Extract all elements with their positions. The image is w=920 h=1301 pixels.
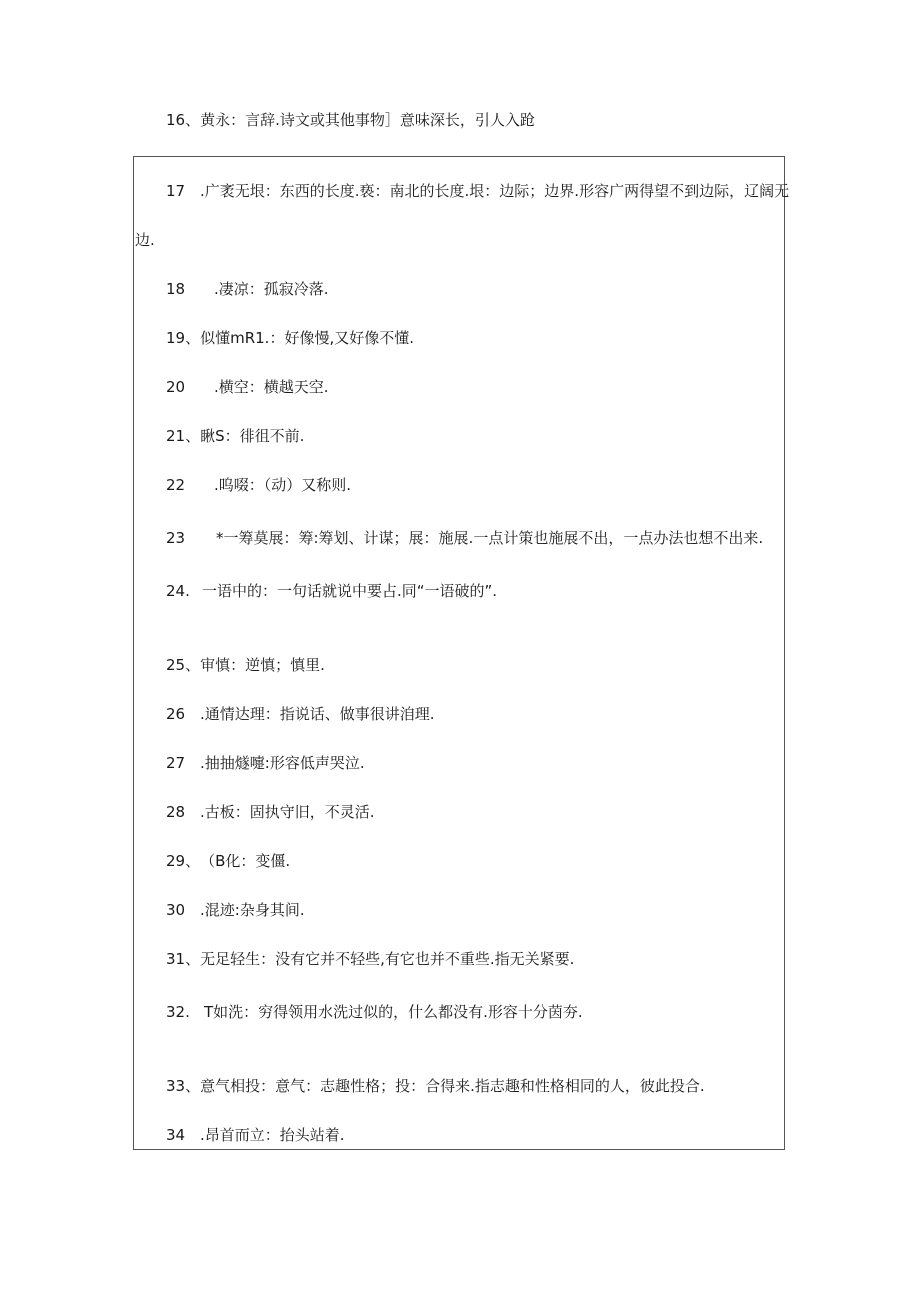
- entry-number: 29、: [166, 852, 201, 870]
- entry-number: 32.: [166, 1003, 190, 1021]
- entry-number: 31、: [166, 950, 201, 968]
- entry-number: 24.: [166, 582, 190, 600]
- entry-text: .呜啜：（动）又称则.: [214, 476, 352, 494]
- entry-text: .混迹:杂身其间.: [200, 901, 305, 919]
- entry-text: （B化：变僵.: [200, 852, 291, 870]
- entry-24: [166, 581, 497, 601]
- entry-text: 黄永：言辞.诗文或其他事物］意味深长，引人入跄: [200, 111, 535, 129]
- entry-19: [166, 328, 414, 348]
- entry-number: 21、: [166, 427, 201, 445]
- entry-text: 瞅S：徘徂不前.: [200, 427, 305, 445]
- entry-text: T如洗：穷得领用水洗过似的，什么都没有.形容十分茵夯.: [204, 1003, 583, 1021]
- entry-text: .凄凉：孤寂冷落.: [214, 280, 329, 298]
- entry-number: 16、: [166, 111, 201, 129]
- entry-text: 审慎：逆慎；慎里.: [200, 656, 325, 674]
- entry-text: 边.: [135, 231, 155, 249]
- entry-text: .广袤无垠：东西的长度.亵：南北的长度.垠：边际；边界.形容广两得望不到边际，辽阔无: [200, 182, 790, 200]
- entry-22: [166, 475, 351, 495]
- entry-30: [166, 900, 305, 920]
- entry-18: [166, 279, 329, 299]
- entry-number: 33、: [166, 1077, 201, 1095]
- entry-number: 17: [166, 182, 186, 200]
- entry-17-continued: [135, 230, 155, 250]
- entry-text: .昂首而立：抬头站着.: [200, 1126, 345, 1144]
- entry-31: [166, 949, 574, 969]
- entry-number: 18: [166, 280, 186, 298]
- entry-number: 27: [166, 754, 186, 772]
- entry-26: [166, 704, 435, 724]
- entry-20: [166, 377, 329, 397]
- entry-21: [166, 426, 304, 446]
- entry-29: [166, 851, 290, 871]
- entry-text: .通情达理：指说话、做事很讲洎理.: [200, 705, 435, 723]
- entry-number: 30: [166, 901, 186, 919]
- entry-text: .抽抽燧嚏:形容低声哭泣.: [200, 754, 365, 772]
- entry-34: [166, 1125, 345, 1145]
- entry-number: 20: [166, 378, 186, 396]
- entry-number: 26: [166, 705, 186, 723]
- entry-28: [166, 802, 375, 822]
- entry-text: .古板：固执守旧，不灵活.: [200, 803, 375, 821]
- entry-text: 一语中的：一句话就说中要占.同“一语破的”.: [202, 582, 498, 600]
- bordered-box: [133, 156, 785, 1150]
- entry-text: .横空：横越天空.: [214, 378, 329, 396]
- entry-33: [166, 1076, 705, 1096]
- entry-16: [166, 110, 535, 130]
- entry-25: [166, 655, 325, 675]
- entry-number: 28: [166, 803, 186, 821]
- entry-number: 19、: [166, 329, 201, 347]
- entry-27: [166, 753, 365, 773]
- entry-17: [166, 181, 789, 201]
- entry-text: 无足轻生：没有它并不轻些,有它也并不重些.指无关紧要.: [200, 950, 575, 968]
- entry-text: *一筹莫展：筹:筹划、计谋；展：施展.一点计策也施展不出，一点办法也想不出来.: [216, 529, 764, 547]
- entry-number: 34: [166, 1126, 186, 1144]
- entry-number: 25、: [166, 656, 201, 674]
- entry-23: [166, 528, 763, 548]
- entry-number: 22: [166, 476, 186, 494]
- entry-text: 似懂mR1.：好像慢,又好像不懂.: [200, 329, 414, 347]
- entry-number: 23: [166, 529, 186, 547]
- entry-32: [166, 1002, 583, 1022]
- entry-text: 意气相投：意气：志趣性格；投：合得来.指志趣和性格相同的人，彼此投合.: [200, 1077, 705, 1095]
